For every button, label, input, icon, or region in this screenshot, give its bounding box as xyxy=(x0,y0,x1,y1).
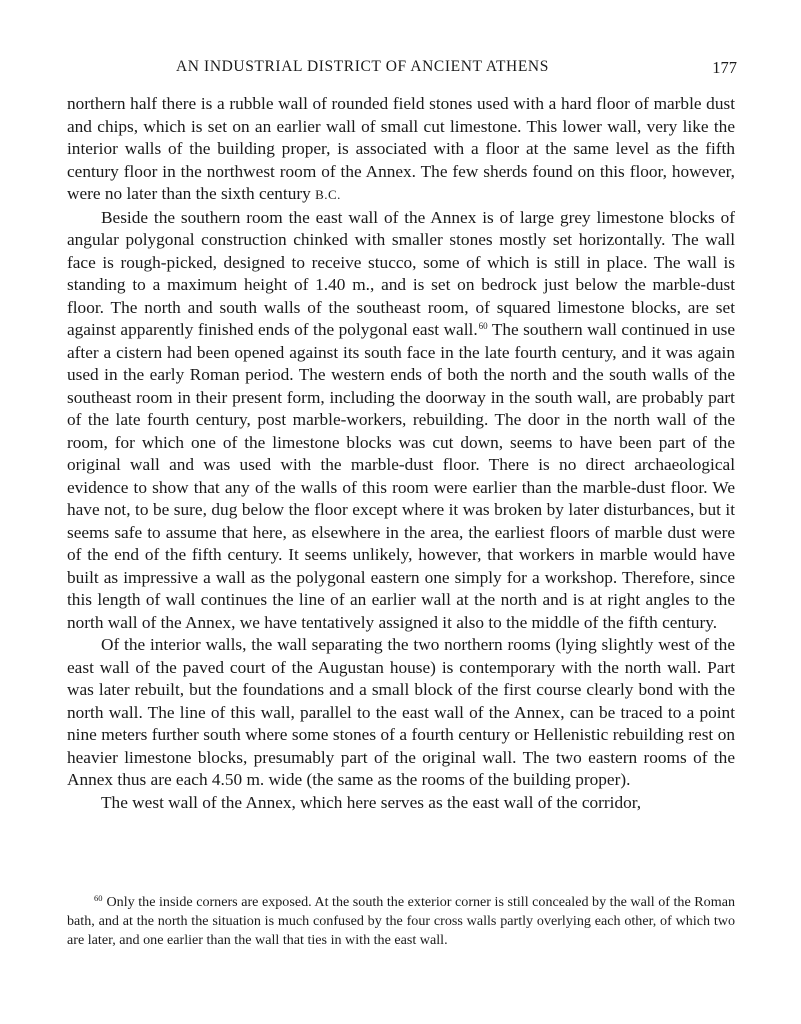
paragraph-4: The west wall of the Annex, which here serves as the east wall of the corridor, xyxy=(101,792,642,812)
paragraph-3: Of the interior walls, the wall separating the two northern rooms (lying slightly west of the east wall of the paved court of the Augustan house) is contemporary with the north wall. Part was later rebuilt, but the foundations and a small block of the first course clearly bond with the north wall. The line of this wall, parallel to the east wall of the Annex, can be traced to a point nine meters further south where some stones of a fourth century or Hellenistic rebuilding rest on heavier limestone blocks, presumably part of the original wall. The two eastern rooms of the Annex thus are each 4.50 m. wide (the same as the rooms of the building proper). xyxy=(67,635,735,789)
running-title: AN INDUSTRIAL DISTRICT OF ANCIENT ATHENS xyxy=(176,58,549,75)
paragraph-1 xyxy=(67,93,735,207)
body-text xyxy=(67,93,735,814)
page-number: 177 xyxy=(712,58,737,77)
era-abbreviation: B.C. xyxy=(315,187,341,202)
footnote-text: Only the inside corners are exposed. At the south the exterior corner is still concealed by the wall of the Roman bath, and at the north the situation is much confused by the four cross walls partly overlying each other, of which two are later, and one earlier than the wall that ties in with the east wall. xyxy=(67,894,735,949)
running-head xyxy=(68,58,737,82)
paragraph-2-text-b: The southern wall continued in use after a cistern had been opened against its south face in the late fourth century, and it was again used in the early Roman period. The western ends of both the north and the south walls of the southeast room in their present form, including the doorway in the south wall, are probably part of the late fourth century, post marble-workers, rebuilding. The door in the north wall of the room, for which one of the limestone blocks was cut down, seems to have been part of the original wall and was used with the marble-dust floor. There is no direct archaeological evidence to show that any of the walls of this room were earlier than the marble-dust floor. We have not, to be sure, dug below the floor except where it was broken by later disturbances, but it seems safe to assume that here, as elsewhere in the area, the earliest floors of marble dust were of the end of the fifth century. It seems unlikely, however, that workers in marble would have built as impressive a wall as the polygonal eastern one simply for a workshop. Therefore, since this length of wall continues the line of an earlier wall at the north and is at right angles to the north wall of the Annex, we have tentatively assigned it also to the middle of the fifth century. xyxy=(67,320,735,632)
paragraph-1-text: northern half there is a rubble wall of rounded field stones used with a hard floor of marble dust and chips, which is set on an earlier wall of small cut limestone. This lower wall, very like the interior walls of the building proper, is associated with a floor at the same level as the fifth century floor in the northwest room of the Annex. The few sherds found on this floor, however, were no later than the sixth century xyxy=(67,94,735,203)
footnotes xyxy=(67,893,735,951)
footnote-ref-60[interactable]: 60 xyxy=(478,321,488,331)
footnote-60 xyxy=(67,893,735,951)
paragraph-2 xyxy=(67,207,735,635)
footnote-number: 60 xyxy=(94,893,103,903)
paragraph-2-text-a: Beside the southern room the east wall of the Annex is of large grey limestone blocks of angular polygonal construction chinked with smaller stones mostly set horizontally. The wall face is rough-picked, designed to receive stucco, some of which is still in place. The wall is standing to a maximum height of 1.40 m., and is set on bedrock just below the marble-dust floor. The north and south walls of the southeast room, of squared limestone blocks, are set against apparently finished ends of the polygonal east wall. xyxy=(67,207,735,339)
